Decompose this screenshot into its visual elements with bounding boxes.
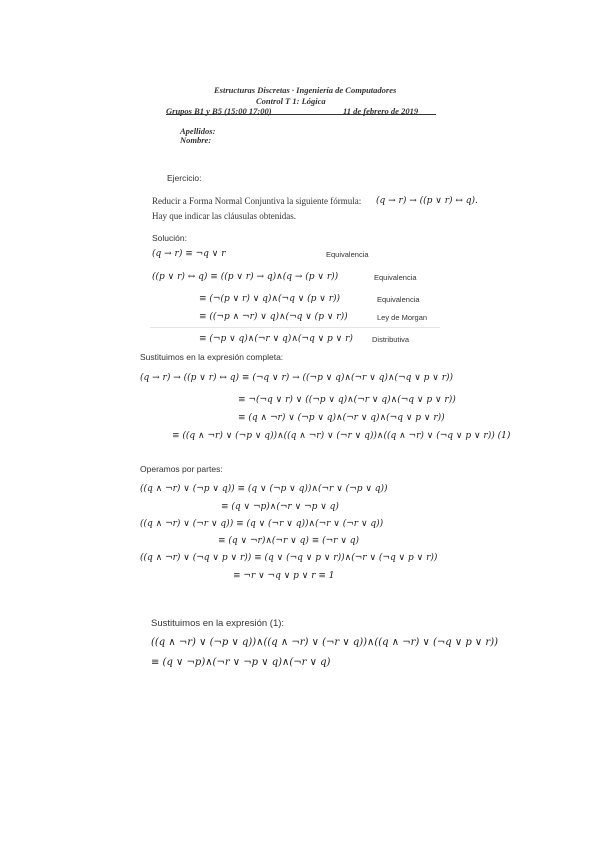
solution-label: Solución: (152, 233, 187, 243)
exam-title: Control T 1: Lógica (256, 96, 326, 106)
solution-step-3: ≡ (¬(p ∨ r) ∨ q)∧(¬q ∨ (p ∨ r)) (199, 294, 341, 304)
exercise-instruction: Hay que indicar las cláusulas obtenidas. (152, 211, 296, 221)
final-label: Sustituimos en la expresión (1): (151, 618, 285, 629)
substitution-line-2: ≡ ¬(¬q ∨ r) ∨ ((¬p ∨ q)∧(¬r ∨ q)∧(¬q ∨ p ∨ r)) (238, 395, 456, 405)
solution-law-3: Equivalencia (377, 295, 420, 304)
substitution-line-4: ≡ ((q ∧ ¬r) ∨ (¬p ∨ q))∧((q ∧ ¬r) ∨ (¬r ∨ q))∧((q ∧ ¬r) ∨ (¬q ∨ p ∨ r)) (1) (172, 431, 511, 441)
parts-line-2: ≡ (q ∨ ¬p)∧(¬r ∨ ¬p ∨ q) (221, 502, 339, 512)
solution-step-5: ≡ (¬p ∨ q)∧(¬r ∨ q)∧(¬q ∨ p ∨ r) (199, 334, 353, 344)
course-title: Estructuras Discretas · Ingeniería de Computadores (214, 85, 397, 95)
parts-line-3: ((q ∧ ¬r) ∨ (¬r ∨ q)) ≡ (q ∨ (¬r ∨ q))∧(¬r ∨ (¬r ∨ q)) (140, 519, 384, 529)
parts-line-6: ≡ ¬r ∨ ¬q ∨ p ∨ r ≡ 1 (233, 571, 335, 581)
faint-divider (150, 327, 440, 328)
group-info: Grupos B1 y B5 (15:00 17:00) (166, 106, 272, 116)
exercise-title: Ejercicio: (167, 173, 202, 183)
final-line-1: ((q ∧ ¬r) ∨ (¬p ∨ q))∧((q ∧ ¬r) ∨ (¬r ∨ q))∧((q ∧ ¬r) ∨ (¬q ∨ p ∨ r)) (151, 637, 499, 648)
solution-law-2: Equivalencia (374, 273, 417, 282)
parts-line-5: ((q ∧ ¬r) ∨ (¬q ∨ p ∨ r)) ≡ (q ∨ (¬q ∨ p ∨ r))∧(¬r ∨ (¬q ∨ p ∨ r)) (140, 553, 438, 563)
exercise-formula: (q → r) → ((p ∨ r) ↔ q). (376, 196, 478, 206)
parts-line-4: ≡ (q ∨ ¬r)∧(¬r ∨ q) ≡ (¬r ∨ q) (218, 536, 360, 546)
substitution-label: Sustituimos en la expresión completa: (140, 352, 284, 362)
parts-label: Operamos por partes: (140, 464, 223, 474)
final-line-2: ≡ (q ∨ ¬p)∧(¬r ∨ ¬p ∨ q)∧(¬r ∨ q) (151, 657, 331, 668)
exam-date: 11 de febrero de 2019 (343, 106, 419, 116)
surname-label: Apellidos: (180, 126, 216, 136)
exercise-statement: Reducir a Forma Normal Conjuntiva la siguiente fórmula: (152, 196, 362, 206)
solution-step-2: ((p ∨ r) ↔ q) ≡ ((p ∨ r) → q)∧(q → (p ∨ r)) (152, 272, 339, 282)
name-label: Nombre: (180, 135, 212, 145)
solution-law-5: Distributiva (372, 335, 410, 344)
solution-step-1: (q → r) ≡ ¬q ∨ r (152, 249, 226, 259)
substitution-line-3: ≡ (q ∧ ¬r) ∨ (¬p ∨ q)∧(¬r ∨ q)∧(¬q ∨ p ∨ r)) (238, 413, 445, 423)
solution-law-4: Ley de Morgan (377, 313, 428, 322)
parts-line-1: ((q ∧ ¬r) ∨ (¬p ∨ q)) ≡ (q ∨ (¬p ∨ q))∧(¬r ∨ (¬p ∨ q)) (140, 484, 388, 494)
solution-law-1: Equivalencia (326, 250, 369, 259)
substitution-line-1: (q → r) → ((p ∨ r) ↔ q) ≡ (¬q ∨ r) → ((¬p ∨ q)∧(¬r ∨ q)∧(¬q ∨ p ∨ r)) (140, 373, 454, 383)
header-rule (166, 114, 436, 115)
solution-step-4: ≡ ((¬p ∧ ¬r) ∨ q)∧(¬q ∨ (p ∨ r)) (199, 312, 348, 322)
